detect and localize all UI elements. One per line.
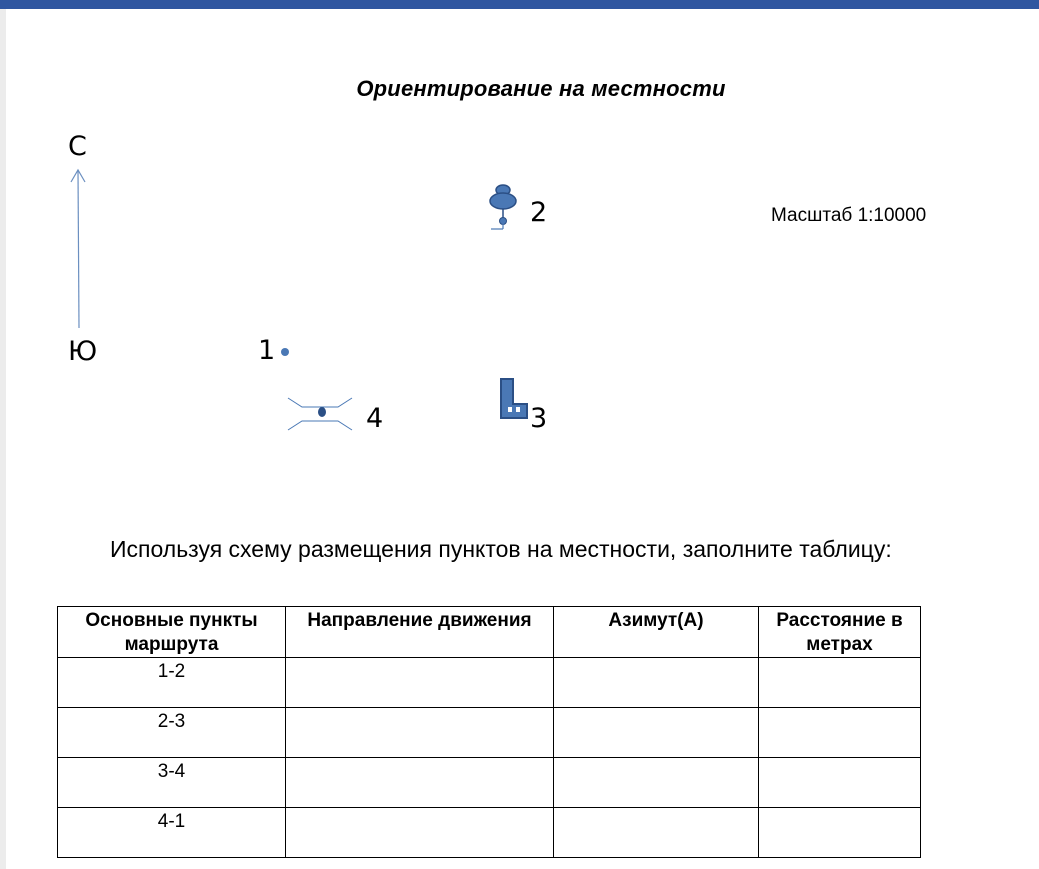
route-table	[57, 606, 921, 858]
point-3-label: 3	[530, 403, 548, 434]
cell-azimuth[interactable]	[554, 808, 759, 858]
table-row	[58, 758, 921, 808]
cell-route: 4-1	[58, 808, 286, 858]
point-4-bridge-icon	[288, 398, 352, 430]
cell-distance[interactable]	[759, 658, 921, 708]
cell-direction[interactable]	[286, 758, 554, 808]
document-title: Ориентирование на местности	[356, 76, 726, 101]
header-route-points: Основные пункты маршрута	[58, 607, 286, 658]
cell-azimuth[interactable]	[554, 758, 759, 808]
table-row	[58, 658, 921, 708]
north-arrow-icon	[71, 170, 85, 328]
cell-distance[interactable]	[759, 708, 921, 758]
cell-azimuth[interactable]	[554, 658, 759, 708]
cell-direction[interactable]	[286, 658, 554, 708]
table-header-row	[58, 607, 921, 658]
south-label: Ю	[68, 336, 98, 367]
point-1-label: 1	[258, 335, 276, 366]
point-2-tower-icon	[490, 185, 516, 229]
cell-azimuth[interactable]	[554, 708, 759, 758]
scale-label: Масштаб 1:10000	[771, 205, 927, 226]
point-2-label: 2	[530, 197, 548, 228]
table-row	[58, 808, 921, 858]
cell-route: 3-4	[58, 758, 286, 808]
header-direction: Направление движения	[286, 607, 554, 658]
header-azimuth: Азимут(А)	[554, 607, 759, 658]
cell-route: 1-2	[58, 658, 286, 708]
north-label: С	[68, 131, 87, 162]
table-row	[58, 708, 921, 758]
cell-route: 2-3	[58, 708, 286, 758]
instruction-text: Используя схему размещения пунктов на местности, заполните таблицу:	[110, 536, 892, 562]
point-4-label: 4	[366, 403, 384, 434]
cell-direction[interactable]	[286, 708, 554, 758]
point-1-marker-icon	[281, 348, 289, 356]
cell-distance[interactable]	[759, 808, 921, 858]
point-3-building-icon	[501, 379, 527, 418]
cell-direction[interactable]	[286, 808, 554, 858]
cell-distance[interactable]	[759, 758, 921, 808]
header-distance: Расстояние в метрах	[759, 607, 921, 658]
